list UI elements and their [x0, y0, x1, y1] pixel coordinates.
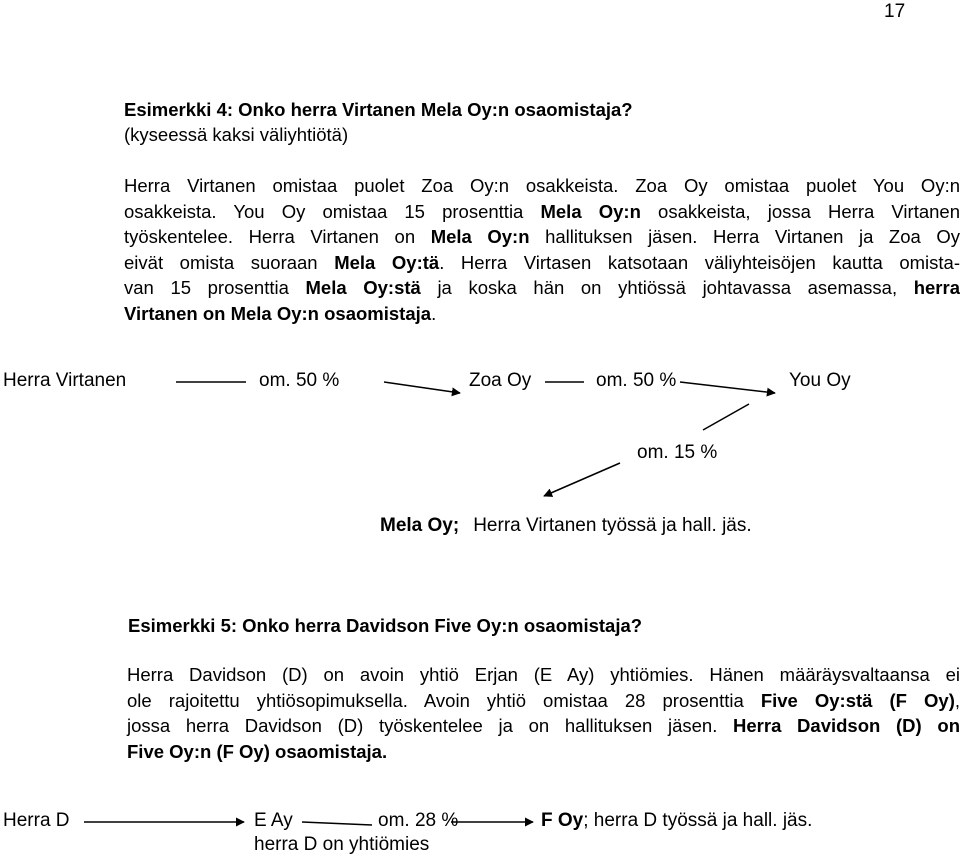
text-run: hallituksen jäsen. Herra Virtanen ja Zoa Oy: [529, 226, 960, 247]
example-4-subheading: (kyseessä kaksi väliyhtiötä): [124, 124, 349, 145]
diagram-target-name: Mela Oy;: [380, 515, 460, 536]
bold-run: Mela Oy:stä: [305, 277, 421, 298]
text-run: . Herra Virtasen katsotaan väliyhteisöjen kautta omista-: [439, 251, 960, 273]
diagram-2-company-1-note: herra D on yhtiömies: [254, 834, 430, 855]
text-run: van 15 prosenttia: [124, 277, 306, 298]
page-number: 17: [884, 1, 906, 22]
diagram-share-2: om. 50 %: [596, 370, 677, 391]
text-run: .: [431, 302, 437, 324]
diagram-2-target-name: F Oy: [541, 810, 584, 831]
connector-arrow: [384, 382, 460, 393]
text-run: eivät omista suoraan: [124, 251, 335, 273]
diagram-share-3: om. 15 %: [637, 442, 718, 463]
diagram-share-1: om. 50 %: [259, 370, 340, 391]
text-run: ole rajoitettu yhtiösopimuksella. Avoin yhtiö omistaa 28 prosenttia: [127, 689, 761, 711]
connector-arrow: [544, 463, 620, 496]
diagram-owner: Herra Virtanen: [3, 370, 127, 391]
bold-run: Five Oy:n (F Oy) osaomistaja.: [127, 740, 388, 762]
connector-arrow: [302, 822, 372, 825]
bold-run: Herra Davidson (D) on: [733, 715, 960, 736]
bold-run: Virtanen on Mela Oy:n osaomistaja: [124, 302, 432, 324]
diagram-company-1: Zoa Oy: [469, 370, 532, 391]
connector-arrow: [680, 382, 775, 393]
diagram-company-2: You Oy: [789, 370, 851, 391]
bold-run: Mela Oy:n: [540, 200, 641, 222]
example-5-heading: Esimerkki 5: Onko herra Davidson Five Oy:n osaomistaja?: [128, 615, 643, 636]
text-run: Herra Virtanen omistaa puolet Zoa Oy:n osakkeista. Zoa Oy omistaa puolet You Oy:n: [124, 175, 960, 196]
diagram-target-note: Herra Virtanen työssä ja hall. jäs.: [473, 515, 752, 536]
diagram-2-owner: Herra D: [3, 810, 70, 831]
bold-run: Five Oy:stä (F Oy): [760, 689, 955, 711]
example-4-heading: Esimerkki 4: Onko herra Virtanen Mela Oy:n osaomistaja?: [124, 99, 633, 120]
text-run: ja koska hän on yhtiössä johtavassa asemassa,: [420, 277, 914, 298]
text-run: ,: [954, 689, 960, 711]
connector-line: [703, 404, 749, 430]
text-run: työskentelee. Herra Virtanen on: [124, 226, 431, 247]
diagram-2-share-1: om. 28 %: [378, 810, 459, 831]
diagram-2-target-note: ; herra D työssä ja hall. jäs.: [583, 810, 813, 831]
diagram-2-company-1: E Ay: [254, 810, 293, 831]
text-run: osakkeista. You Oy omistaa 15 prosenttia: [124, 200, 541, 222]
bold-run: Mela Oy:tä: [334, 251, 440, 273]
text-run: Herra Davidson (D) on avoin yhtiö Erjan (E Ay) yhtiömies. Hänen määräysvaltaansa ei: [127, 664, 960, 685]
bold-run: herra: [913, 277, 960, 298]
text-run: jossa herra Davidson (D) työskentelee ja on hallituksen jäsen.: [127, 715, 734, 736]
text-run: osakkeista, jossa Herra Virtanen: [640, 200, 960, 222]
bold-run: Mela Oy:n: [430, 226, 530, 247]
